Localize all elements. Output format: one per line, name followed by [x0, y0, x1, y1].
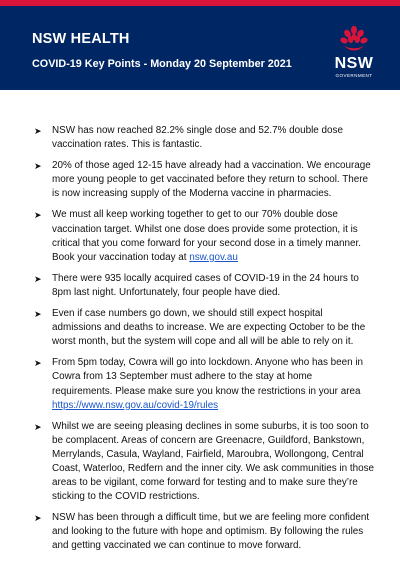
list-item [34, 356, 374, 412]
item-text: NSW has now reached 82.2% single dose and 52.7% double dose vaccination rates. This is fantastic. [52, 125, 343, 151]
item-text: 20% of those aged 12-15 have already had a vaccination. We encourage more young people to get vaccinated before they return to school. There is now increasing supply of the Moderna vaccine in pharmacies. [52, 160, 371, 200]
list-item [34, 272, 374, 300]
page-subtitle: COVID-19 Key Points - Monday 20 September 2021 [32, 58, 292, 70]
arrowhead-icon: ➤ [34, 161, 42, 172]
arrowhead-icon: ➤ [34, 421, 42, 432]
arrowhead-icon: ➤ [34, 358, 42, 369]
item-text: We must all keep working together to get to our 70% double dose vaccination target. Whilst one dose does provide some protection, it is critical that you come forward for your second dose in a timely manner. Book your vaccination today at [52, 209, 362, 263]
item-text: From 5pm today, Cowra will go into lockdown. Anyone who has been in Cowra from 13 September must adhere to the stay at home requirements. Please make sure you know the restrictions in your area [52, 357, 364, 397]
item-text: NSW has been through a difficult time, but we are feeling more confident and looking to the future with hope and optimism. By following the rules and getting vaccinated we can continue to move forward. [52, 512, 370, 552]
logo-tagline: GOVERNMENT [335, 73, 373, 78]
arrowhead-icon: ➤ [34, 273, 42, 284]
list-item [34, 124, 374, 152]
list-item [34, 208, 374, 264]
waratah-icon [339, 26, 369, 56]
booking-link[interactable]: nsw.gov.au [189, 251, 238, 263]
item-text: There were 935 locally acquired cases of COVID-19 in the 24 hours to 8pm last night. Unfortunately, four people have died. [52, 272, 359, 298]
arrowhead-icon: ➤ [34, 513, 42, 524]
arrowhead-icon: ➤ [34, 210, 42, 221]
list-item [34, 420, 374, 505]
list-item [34, 159, 374, 201]
page-title: NSW HEALTH [32, 31, 130, 47]
arrowhead-icon: ➤ [34, 126, 42, 136]
logo-wordmark: NSW [334, 55, 374, 72]
arrowhead-icon: ➤ [34, 309, 42, 320]
key-points-list [34, 124, 374, 561]
nsw-government-logo [330, 26, 378, 86]
list-item [34, 307, 374, 349]
page-header [0, 6, 400, 90]
item-text: Whilst we are seeing pleasing declines in some suburbs, it is too soon to be complacent. Areas of concern are Greenacre, Guildford, Bankstown, Merrylands, Casula, Wayland, Fairfield, Maroubra, Wollongong, Central Coast, Waterloo, Redfern and the inner city. We ask communities in those areas to be vigilant, come forward for testing and to make sure they’re sticking to the COVID restrictions. [52, 420, 374, 503]
list-item [34, 511, 374, 553]
rules-link[interactable]: https://www.nsw.gov.au/covid-19/rules [52, 399, 219, 411]
item-text: Even if case numbers go down, we should still expect hospital admissions and deaths to increase. We are expecting October to be the worst month, but the system will cope and all will be able to rely on it. [52, 308, 366, 348]
